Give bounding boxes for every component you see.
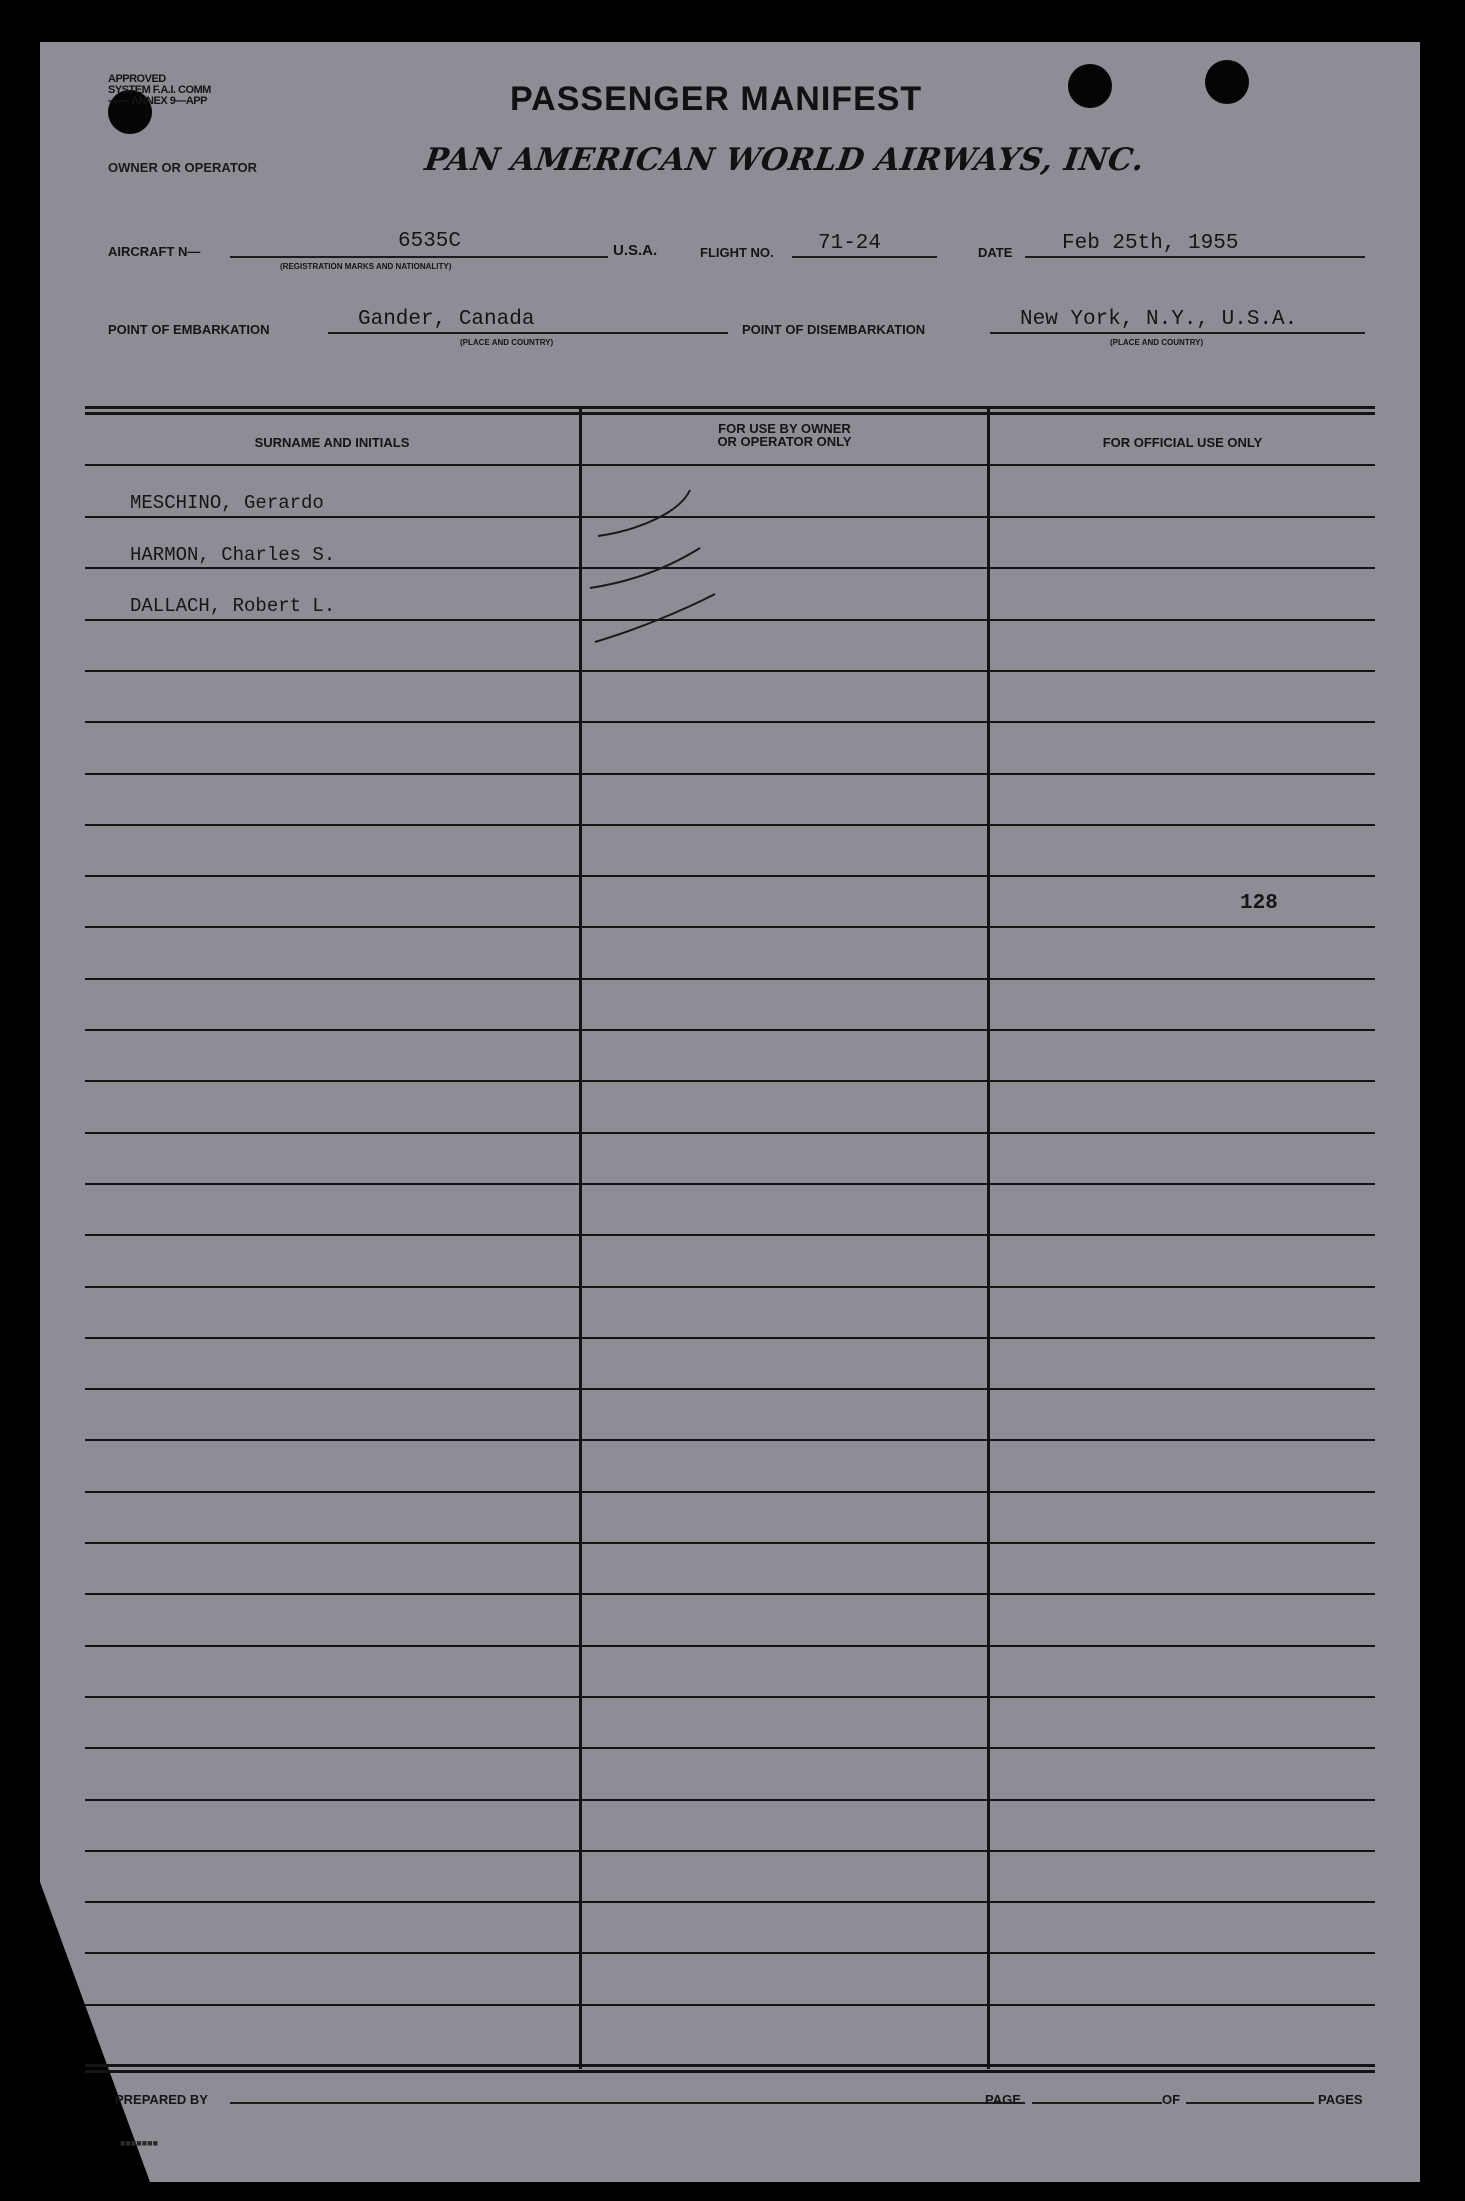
table-row-line	[85, 1183, 1375, 1185]
table-row-line	[85, 875, 1375, 877]
table-row-line	[85, 773, 1375, 775]
page-underline	[1032, 2102, 1162, 2104]
disembarkation-value: New York, N.Y., U.S.A.	[1020, 308, 1298, 331]
punch-hole-center	[1068, 64, 1112, 108]
manifest-sheet	[40, 42, 1420, 2182]
table-row-line	[85, 1542, 1375, 1544]
table-row-line	[85, 1901, 1375, 1903]
column-header-surname: SURNAME AND INITIALS	[254, 435, 410, 450]
embarkation-label: POINT OF EMBARKATION	[108, 322, 270, 337]
table-row-line	[85, 1696, 1375, 1698]
approval-line-1: APPROVED	[108, 73, 166, 85]
torn-corner	[40, 1882, 150, 2182]
flight-no-label: FLIGHT NO.	[700, 245, 774, 260]
approval-line-3: —— ANNEX 9—APP	[108, 95, 207, 107]
page-title: PASSENGER MANIFEST	[510, 80, 923, 118]
column-divider-2	[987, 409, 990, 2069]
passenger-name: MESCHINO, Gerardo	[130, 492, 324, 514]
tick-mark-2	[590, 548, 700, 588]
embarkation-sublabel: (PLACE AND COUNTRY)	[460, 338, 554, 347]
aircraft-value: 6535C	[398, 230, 462, 253]
disembarkation-sublabel: (PLACE AND COUNTRY)	[1110, 338, 1204, 347]
table-row-line	[85, 721, 1375, 723]
form-number-stamp: ■■■■■■■	[120, 2138, 159, 2148]
aircraft-label: AIRCRAFT N—	[108, 244, 201, 259]
pages-label: PAGES	[1318, 2092, 1363, 2107]
table-row-line	[85, 1439, 1375, 1441]
of-underline	[1186, 2102, 1314, 2104]
table-row-line	[85, 1388, 1375, 1390]
prepared-by-underline	[230, 2102, 1025, 2104]
tick-mark-3	[595, 594, 715, 642]
of-label: OF	[1162, 2092, 1181, 2107]
table-row-line	[85, 978, 1375, 980]
date-underline	[1025, 256, 1365, 258]
owner-operator-label: OWNER OR OPERATOR	[108, 160, 258, 175]
page-label: PAGE	[985, 2092, 1021, 2107]
table-row-line	[85, 1747, 1375, 1749]
table-row-line	[85, 1080, 1375, 1082]
table-row-line	[85, 1491, 1375, 1493]
embarkation-underline	[328, 332, 728, 334]
table-row-line	[85, 2004, 1375, 2006]
table-row-line	[85, 1593, 1375, 1595]
date-value: Feb 25th, 1955	[1062, 232, 1239, 255]
passenger-name: DALLACH, Robert L.	[130, 595, 336, 617]
table-row-line	[85, 1132, 1375, 1134]
flight-no-value: 71-24	[818, 232, 882, 255]
table-row-line	[85, 1850, 1375, 1852]
disembarkation-underline	[990, 332, 1365, 334]
usa-label: U.S.A.	[613, 242, 658, 259]
date-label: DATE	[978, 245, 1013, 260]
punch-hole-right	[1205, 60, 1249, 104]
embarkation-value: Gander, Canada	[358, 308, 535, 331]
column-header-official: FOR OFFICIAL USE ONLY	[1102, 435, 1263, 450]
table-row-line	[85, 1029, 1375, 1031]
table-row-line	[85, 926, 1375, 928]
table-row-line	[85, 1645, 1375, 1647]
flight-no-underline	[792, 256, 937, 258]
table-row-line	[85, 1337, 1375, 1339]
passenger-name: HARMON, Charles S.	[130, 544, 336, 566]
official-note: 128	[1240, 892, 1278, 915]
tick-mark-1	[598, 490, 690, 536]
tick-marks	[550, 442, 770, 662]
approval-line-2: SYSTEM F.A.I. COMM	[108, 84, 211, 96]
table-row-line	[85, 824, 1375, 826]
table-bottom-rule-2	[85, 2070, 1375, 2073]
table-top-rule-1	[85, 406, 1375, 409]
prepared-by-label: PREPARED BY	[115, 2092, 208, 2107]
table-row-line	[85, 1286, 1375, 1288]
table-top-rule-2	[85, 412, 1375, 415]
approval-stamp	[108, 74, 211, 107]
disembarkation-label: POINT OF DISEMBARKATION	[742, 322, 926, 337]
table-row-line	[85, 1799, 1375, 1801]
column-header-owner: FOR USE BY OWNER OR OPERATOR ONLY	[717, 421, 852, 449]
table-row-line	[85, 1234, 1375, 1236]
company-name: PAN AMERICAN WORLD AIRWAYS, INC.	[422, 142, 1147, 178]
registration-sublabel: (REGISTRATION MARKS AND NATIONALITY)	[280, 262, 452, 271]
table-row-line	[85, 670, 1375, 672]
aircraft-underline	[230, 256, 608, 258]
table-bottom-rule-1	[85, 2064, 1375, 2067]
table-row-line	[85, 1952, 1375, 1954]
